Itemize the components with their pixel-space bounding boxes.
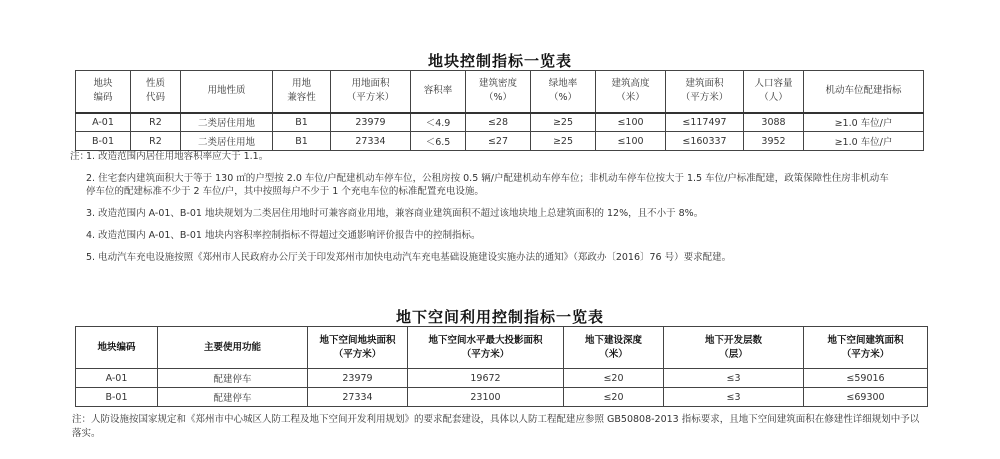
note-prefix: 注： bbox=[70, 151, 90, 162]
table-cell: 19672 bbox=[408, 369, 564, 388]
column-header-text: 机动车位配建指标 bbox=[825, 85, 902, 97]
column-header-text: 地块 bbox=[93, 78, 113, 90]
column-header bbox=[76, 71, 131, 113]
column-header bbox=[804, 327, 928, 369]
column-header-text: 编码 bbox=[93, 92, 113, 104]
table-row bbox=[76, 113, 924, 132]
table-cell: ≤20 bbox=[564, 369, 664, 388]
footnote-text: 注：人防设施按国家规定和《郑州市中心城区人防工程及地下空间开发利用规划》的要求配套建设，具体以人防工程配建应参照 GB50808-2013 指标要求，且地下空间建筑面积在修建性详细规划中予以 bbox=[72, 414, 920, 425]
column-header bbox=[564, 327, 664, 369]
column-header bbox=[664, 327, 804, 369]
table-cell: 配建停车 bbox=[158, 388, 308, 407]
column-header-text: （平方米） bbox=[461, 348, 510, 360]
note-4 bbox=[70, 229, 930, 242]
footnote bbox=[72, 413, 932, 441]
column-header-text: （平方米） bbox=[346, 92, 395, 104]
column-header bbox=[531, 71, 596, 113]
table-row bbox=[76, 369, 928, 388]
column-header-text: 建筑面积 bbox=[685, 78, 724, 90]
column-header-text: 地块编码 bbox=[97, 341, 136, 353]
column-header-text: 建筑密度 bbox=[478, 78, 517, 90]
column-header-text: （平方米） bbox=[680, 92, 729, 104]
column-header-text: （%） bbox=[483, 92, 513, 104]
table-cell: ≥25 bbox=[531, 132, 596, 151]
table-row bbox=[76, 388, 928, 407]
column-header-text: 容积率 bbox=[423, 85, 453, 97]
table-cell: 23979 bbox=[308, 369, 408, 388]
column-header-text: 地下空间地块面积 bbox=[319, 334, 396, 346]
column-header-text: 地下空间水平最大投影面积 bbox=[428, 334, 543, 346]
note-text: 5. 电动汽车充电设施按照《郑州市人民政府办公厅关于印发郑州市加快电动汽车充电基础设施建设实施办法的通知》（郑政办〔2016〕76 号）要求配建。 bbox=[86, 252, 732, 263]
table-cell: 3952 bbox=[744, 132, 804, 151]
column-header-text: 用地面积 bbox=[351, 78, 390, 90]
table-cell: ≤100 bbox=[596, 132, 666, 151]
table-cell: ≤69300 bbox=[804, 388, 928, 407]
column-header-text: （平方米） bbox=[333, 348, 382, 360]
note-text: 2. 住宅套内建筑面积大于等于 130 ㎡的户型按 2.0 车位/户配建机动车停车位，公租房按 0.5 辆/户配建机动车停车位；非机动车停车位按大于 1.5 车位/户标准配建，政策保障性住房非机动车 bbox=[86, 173, 889, 184]
column-header bbox=[131, 71, 181, 113]
column-header-text: 地下建设深度 bbox=[584, 334, 642, 346]
column-header bbox=[804, 71, 924, 113]
column-header bbox=[331, 71, 411, 113]
column-header-text: 地下空间建筑面积 bbox=[827, 334, 904, 346]
table-cell: ≤28 bbox=[466, 113, 531, 132]
column-header bbox=[408, 327, 564, 369]
table-cell: R2 bbox=[131, 132, 181, 151]
column-header-text: 用地性质 bbox=[207, 85, 246, 97]
column-header-text: （米） bbox=[616, 92, 645, 104]
column-header-text: （人） bbox=[759, 92, 788, 104]
table-cell: R2 bbox=[131, 113, 181, 132]
table-cell: ≥25 bbox=[531, 113, 596, 132]
table1-header-row bbox=[76, 71, 924, 113]
table-cell: A-01 bbox=[76, 113, 131, 132]
table-cell: 配建停车 bbox=[158, 369, 308, 388]
column-header-text: 兼容性 bbox=[287, 92, 316, 104]
table-cell: ≤117497 bbox=[666, 113, 744, 132]
land-control-table bbox=[75, 70, 924, 151]
column-header-text: 建筑高度 bbox=[611, 78, 650, 90]
column-header bbox=[411, 71, 466, 113]
column-header-text: 性质 bbox=[145, 78, 165, 90]
table-cell: ＜4.9 bbox=[411, 113, 466, 132]
column-header-text: 人口容量 bbox=[754, 78, 793, 90]
table-cell: 27334 bbox=[331, 132, 411, 151]
column-header-text: 地下开发层数 bbox=[704, 334, 762, 346]
column-header-text: （平方米） bbox=[841, 348, 890, 360]
column-header bbox=[466, 71, 531, 113]
column-header-text: （米） bbox=[599, 348, 628, 360]
table-cell: ≤20 bbox=[564, 388, 664, 407]
table-cell: ≤27 bbox=[466, 132, 531, 151]
table-cell: B1 bbox=[273, 113, 331, 132]
table-cell: 27334 bbox=[308, 388, 408, 407]
column-header-text: 代码 bbox=[145, 92, 165, 104]
note-text: 停车位的配建标准不少于 2 车位/户，其中按照每户不少于 1 个充电车位的标准配置充电设施。 bbox=[86, 186, 484, 197]
note-text: 3. 改造范围内 A-01、B-01 地块规划为二类居住用地时可兼容商业用地，兼容商业建筑面积不超过该地块地上总建筑面积的 12%，且不小于 8%。 bbox=[86, 208, 704, 219]
column-header bbox=[308, 327, 408, 369]
table-cell: 3088 bbox=[744, 113, 804, 132]
table-cell: ≥1.0 车位/户 bbox=[804, 132, 924, 151]
column-header-text: 绿地率 bbox=[548, 78, 578, 90]
note-3 bbox=[70, 207, 930, 220]
column-header bbox=[596, 71, 666, 113]
table-cell: 23100 bbox=[408, 388, 564, 407]
table-cell: A-01 bbox=[76, 369, 158, 388]
table2-header-row bbox=[76, 327, 928, 369]
footnote-text: 落实。 bbox=[72, 428, 101, 439]
table-cell: ≤59016 bbox=[804, 369, 928, 388]
table-cell: B-01 bbox=[76, 132, 131, 151]
table-cell: B-01 bbox=[76, 388, 158, 407]
column-header bbox=[76, 327, 158, 369]
note-1 bbox=[70, 150, 930, 163]
table-cell: ≤3 bbox=[664, 388, 804, 407]
table-cell: ≤100 bbox=[596, 113, 666, 132]
column-header-text: （%） bbox=[548, 92, 578, 104]
table-cell: B1 bbox=[273, 132, 331, 151]
underground-space-table bbox=[75, 326, 928, 407]
note-2 bbox=[70, 172, 930, 198]
note-text: 1. 改造范围内居住用地容积率应大于 1.1。 bbox=[86, 151, 269, 162]
table-row bbox=[76, 132, 924, 151]
note-text: 4. 改造范围内 A-01、B-01 地块内容积率控制指标不得超过交通影响评价报告中的控制指标。 bbox=[86, 230, 481, 241]
column-header bbox=[273, 71, 331, 113]
table-cell: ≤3 bbox=[664, 369, 804, 388]
table-cell: 23979 bbox=[331, 113, 411, 132]
column-header bbox=[181, 71, 273, 113]
table-cell: ≤160337 bbox=[666, 132, 744, 151]
table-cell: 二类居住用地 bbox=[181, 132, 273, 151]
notes-section bbox=[70, 150, 930, 273]
column-header-text: 用地 bbox=[291, 78, 311, 90]
column-header-text: （层） bbox=[719, 348, 748, 360]
column-header bbox=[158, 327, 308, 369]
table-cell: ≥1.0 车位/户 bbox=[804, 113, 924, 132]
column-header bbox=[744, 71, 804, 113]
table-cell: 二类居住用地 bbox=[181, 113, 273, 132]
column-header bbox=[666, 71, 744, 113]
table-cell: ＜6.5 bbox=[411, 132, 466, 151]
note-5 bbox=[70, 251, 930, 264]
table2-title: 地下空间利用控制指标一览表 bbox=[395, 308, 604, 326]
column-header-text: 主要使用功能 bbox=[203, 341, 261, 353]
table1-title: 地块控制指标一览表 bbox=[427, 52, 572, 70]
